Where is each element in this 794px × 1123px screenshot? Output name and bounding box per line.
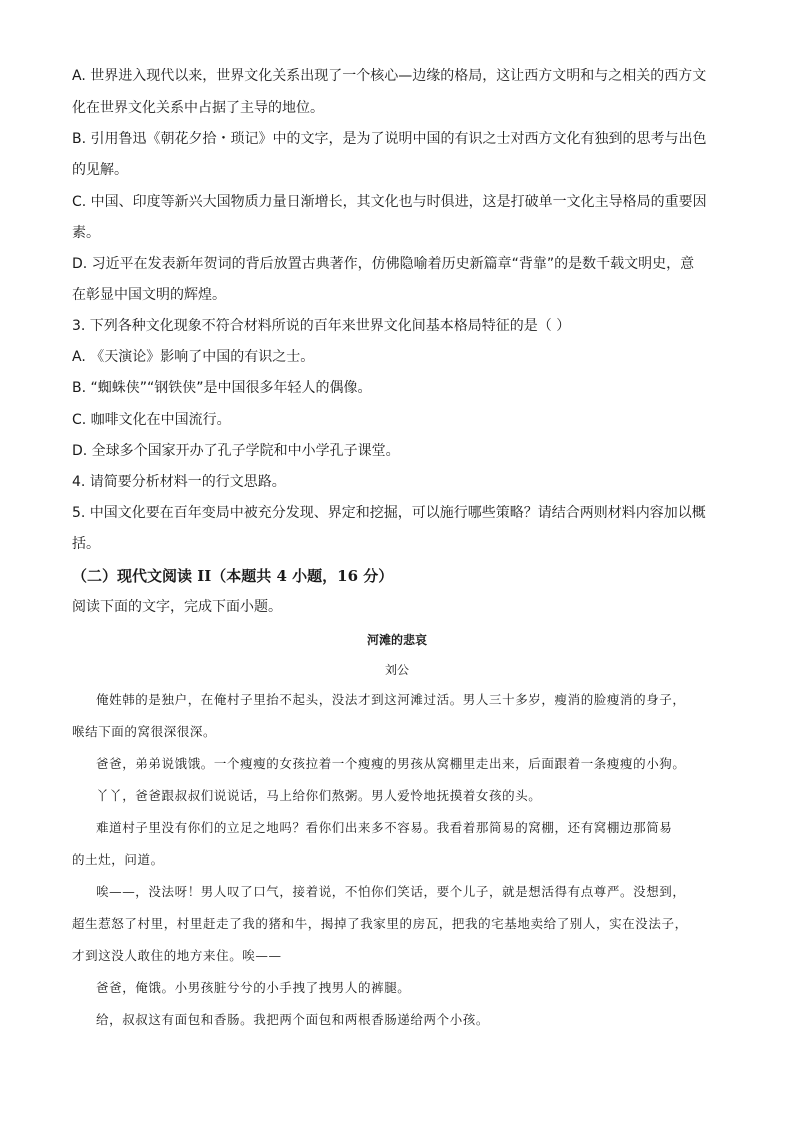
question-4-stem: 4. 请简要分析材料一的行文思路。 [72,474,286,490]
question-3-stem: 3. 下列各种文化现象不符合材料所说的百年来世界文化间基本格局特征的是（ ） [72,318,571,334]
option-2b-line1: B. 引用鲁迅《朝花夕拾・琐记》中的文字，是为了说明中国的有识之士对西方文化有独到的思考与出色 [72,131,707,147]
story-title: 河滩的悲哀 [366,633,427,647]
option-3d: D. 全球多个国家开办了孔子学院和中小学孔子课堂。 [72,443,400,459]
reading-instruction: 阅读下面的文字，完成下面小题。 [72,599,282,615]
story-paragraph-line: 唉——，没法呀！男人叹了口气，接着说，不怕你们笑话，要个儿子，就是想活得有点尊严。没想到， [96,884,686,899]
story-paragraph-line: 的土灶，问道。 [72,852,164,867]
story-paragraph-line: 爸爸，弟弟说饿饿。一个瘦瘦的女孩拉着一个瘦瘦的男孩从窝棚里走出来，后面跟着一条瘦瘦的小狗。 [96,756,686,771]
story-paragraph-line: 爸爸，俺饿。小男孩脏兮兮的小手拽了拽男人的裤腿。 [96,980,411,995]
story-author: 刘公 [384,663,409,677]
option-2c-line2: 素。 [72,225,100,241]
question-5-stem-line2: 括。 [72,536,100,552]
story-paragraph-line: 俺姓韩的是独户，在俺村子里抬不起头，没法才到这河滩过活。男人三十多岁，瘦消的脸瘦消的身子， [96,692,686,707]
story-paragraph-line: 给，叔叔这有面包和香肠。我把两个面包和两根香肠递给两个小孩。 [96,1012,490,1027]
option-2d-line2: 在彰显中国文明的辉煌。 [72,287,226,303]
question-5-stem-line1: 5. 中国文化要在百年变局中被充分发现、界定和挖掘，可以施行哪些策略？请结合两则材料内容加以概 [72,505,706,521]
story-paragraph-line: 丫丫，爸爸跟叔叔们说说话，马上给你们熬粥。男人爱怜地抚摸着女孩的头。 [96,788,542,803]
option-3c: C. 咖啡文化在中国流行。 [72,412,231,428]
story-paragraph-line: 超生惹怒了村里，村里赶走了我的猪和牛，揭掉了我家里的房瓦，把我的宅基地卖给了别人，实在没法子， [72,916,688,931]
section-heading: （二）现代文阅读 II（本题共 4 小题，16 分） [72,567,394,585]
option-2b-line2: 的见解。 [72,162,128,178]
option-2d-line1: D. 习近平在发表新年贺词的背后放置古典著作，仿佛隐喻着历史新篇章“背靠”的是数千载文明史，意 [72,256,695,272]
option-2a-line1: A. 世界进入现代以来，世界文化关系出现了一个核心—边缘的格局，这让西方文明和与之相关的西方文 [72,68,707,84]
option-2c-line1: C. 中国、印度等新兴大国物质力量日渐增长，其文化也与时俱进，这是打破单一文化主导格局的重要因 [72,194,707,210]
story-paragraph-line: 难道村子里没有你们的立足之地吗？看你们出来多不容易。我看着那简易的窝棚，还有窝棚边那简易 [96,820,673,835]
option-3b: B. “蜘蛛侠”“钢铁侠”是中国很多年轻人的偶像。 [72,380,372,396]
option-2a-line2: 化在世界文化关系中占据了主导的地位。 [72,100,324,116]
option-3a: A. 《天演论》影响了中国的有识之士。 [72,349,315,365]
story-paragraph-line: 喉结下面的窝很深很深。 [72,724,217,739]
story-paragraph-line: 才到这没人敢住的地方来住。唉—— [72,948,282,963]
